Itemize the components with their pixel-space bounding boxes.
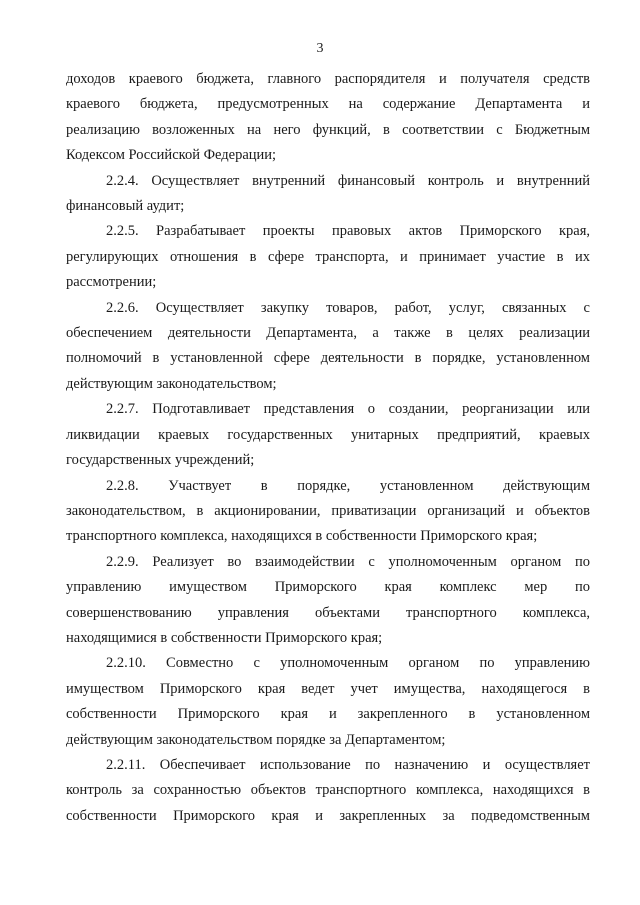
- text-line: 2.2.7. Подготавливает представления о создании, реорганизации или: [106, 401, 590, 418]
- page-number: 3: [316, 41, 324, 56]
- text-line: действующим законодательством порядке за Департаментом;: [66, 731, 446, 748]
- text-line: доходов краевого бюджета, главного распорядителя и получателя средств: [66, 71, 590, 87]
- text-line: контроль за сохранностью объектов транспортного комплекса, находящихся в: [66, 782, 590, 799]
- text-line: совершенствованию управления объектами транспортного комплекса,: [66, 604, 590, 621]
- text-line: обеспечением деятельности Департамента, а также в целях реализации: [66, 325, 590, 342]
- text-line: 2.2.5. Разрабатывает проекты правовых актов Приморского края,: [106, 223, 590, 240]
- text-line: законодательством, в акционировании, приватизации организаций и объектов: [66, 502, 590, 519]
- text-line: 2.2.10. Совместно с уполномоченным органом по управлению: [106, 655, 590, 672]
- text-line: Кодексом Российской Федерации;: [66, 147, 277, 164]
- text-line: финансовый аудит;: [66, 198, 185, 215]
- text-line: 2.2.11. Обеспечивает использование по назначению и осуществляет: [106, 756, 590, 773]
- text-line: регулирующих отношения в сфере транспорта, и принимает участие в их: [66, 248, 590, 265]
- paragraph: [66, 550, 590, 652]
- paragraph: [66, 219, 590, 295]
- text-line: 2.2.8. Участвует в порядке, установленном действующим: [106, 477, 590, 494]
- paragraph: [66, 753, 590, 829]
- text-line: государственных учреждений;: [66, 452, 255, 469]
- text-line: ликвидации краевых государственных унитарных предприятий, краевых: [66, 426, 590, 443]
- text-line: реализацию возложенных на него функций, в соответствии с Бюджетным: [66, 121, 590, 138]
- text-line: 2.2.9. Реализует во взаимодействии с уполномоченным органом по: [106, 553, 590, 570]
- text-line: собственности Приморского края и закрепленного в установленном: [66, 706, 590, 723]
- text-line: находящимися в собственности Приморского края;: [66, 629, 383, 646]
- text-line: действующим законодательством;: [66, 375, 277, 392]
- text-line: имуществом Приморского края ведет учет имущества, находящегося в: [66, 680, 590, 697]
- paragraph: [66, 169, 590, 220]
- text-line: полномочий в установленной сфере деятельности в порядке, установленном: [66, 350, 590, 367]
- document-body: [66, 67, 590, 829]
- paragraph: [66, 296, 590, 398]
- paragraph: [66, 397, 590, 473]
- text-line: 2.2.6. Осуществляет закупку товаров, работ, услуг, связанных с: [106, 299, 590, 316]
- text-line: краевого бюджета, предусмотренных на содержание Департамента и: [66, 96, 590, 113]
- text-line: рассмотрении;: [66, 274, 157, 291]
- text-line: собственности Приморского края и закрепленных за подведомственным: [66, 807, 590, 824]
- text-line: транспортного комплекса, находящихся в собственности Приморского края;: [66, 528, 538, 545]
- text-line: 2.2.4. Осуществляет внутренний финансовый контроль и внутренний: [106, 172, 590, 189]
- paragraph: [66, 67, 590, 169]
- text-line: управлению имуществом Приморского края комплекс мер по: [66, 579, 590, 596]
- paragraph: [66, 651, 590, 753]
- paragraph: [66, 474, 590, 550]
